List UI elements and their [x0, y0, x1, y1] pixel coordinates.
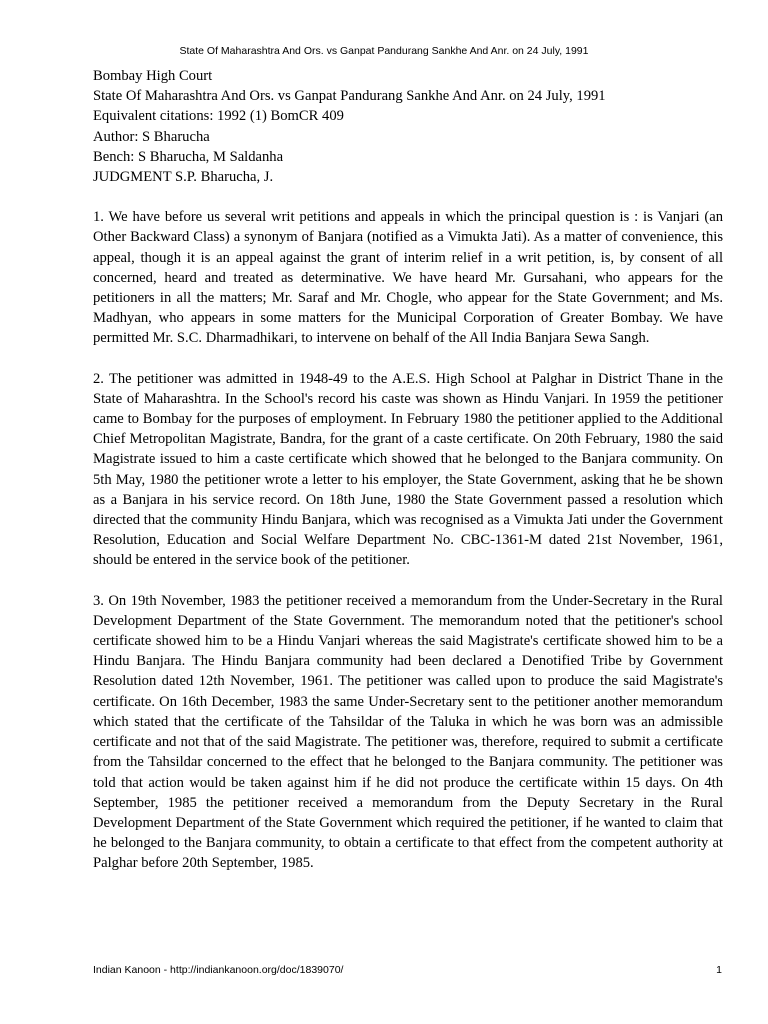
page-number: 1: [716, 964, 722, 976]
case-metadata: [93, 66, 723, 187]
paragraph-1: 1. We have before us several writ petitions and appeals in which the principal question is : is Vanjari (an Other Backward Class) a synonym of Banjara (notified as a Vimukta Jati). As a matter of convenience, this appeal, though it is an appeal against the grant of interim relief in a writ petition, is, by consent of all concerned, heard and treated as determinative. We have heard Mr. Gursahani, who appears for the petitioners in all the matters; Mr. Saraf and Mr. Chogle, who appear for the State Government; and Ms. Madhyan, who appears in some matters for the Municipal Corporation of Greater Bombay. We have permitted Mr. S.C. Dharmadhikari, to intervene on behalf of the All India Banjara Sewa Sangh.: [93, 209, 723, 347]
paragraph-2: 2. The petitioner was admitted in 1948-49 to the A.E.S. High School at Palghar in District Thane in the State of Maharashtra. In the School's record his caste was shown as Hindu Vanjari. In 1959 the petitioner came to Bombay for the purposes of employment. In February 1980 the petitioner applied to the Additional Chief Metropolitan Magistrate, Bandra, for the grant of a caste certificate. On 20th February, 1980 the said Magistrate issued to him a caste certificate which showed that he belonged to the Banjara community. On 5th May, 1980 the petitioner wrote a letter to his employer, the State Government, asking that he be shown as a Banjara in his service record. On 18th June, 1980 the State Government passed a resolution which directed that the community Hindu Banjara, which was recognised as a Vimukta Jati under the Government Resolution, Education and Social Welfare Department No. CBC-1361-M dated 21st November, 1961, should be entered in the service book of the petitioner.: [93, 370, 723, 569]
footer-source-link[interactable]: Indian Kanoon - http://indiankanoon.org/doc/1839070/: [93, 964, 344, 976]
judgment-heading: JUDGMENT S.P. Bharucha, J.: [93, 169, 274, 186]
case-title: State Of Maharashtra And Ors. vs Ganpat Pandurang Sankhe And Anr. on 24 July, 1991: [93, 88, 606, 105]
citations: Equivalent citations: 1992 (1) BomCR 409: [93, 108, 344, 125]
court-name: Bombay High Court: [93, 68, 213, 84]
paragraph-3: 3. On 19th November, 1983 the petitioner received a memorandum from the Under-Secretary in the Rural Development Department of the State Government. The memorandum noted that the petitioner's school certificate showed him to be a Hindu Vanjari whereas the said Magistrate's certificate showed him to be a Hindu Banjara. The Hindu Banjara community had been declared a Denotified Tribe by Government Resolution dated 12th November, 1961. The petitioner was called upon to produce the said Magistrate's certificate. On 16th December, 1983 the same Under-Secretary sent to the petitioner another memorandum which stated that the certificate of the Tahsildar of the Taluka in which he was born was an admissible certificate and not that of the said Magistrate. The petitioner was, therefore, required to submit a certificate from the Tahsildar concerned to the effect that he belonged to the Banjara community. The petitioner was told that action would be taken against him if he did not produce the certificate within 15 days. On 4th September, 1985 the petitioner received a memorandum from the Deputy Secretary in the Rural Development Department of the State Government which required the petitioner, if he wanted to claim that he belonged to the Banjara community, to obtain a certificate to that effect from the competent authority at Palghar before 20th September, 1985.: [93, 592, 723, 872]
bench: Bench: S Bharucha, M Saldanha: [93, 148, 284, 165]
running-header: State Of Maharashtra And Ors. vs Ganpat Pandurang Sankhe And Anr. on 24 July, 1991: [179, 45, 589, 57]
document-body: [93, 66, 723, 894]
author: Author: S Bharucha: [93, 128, 210, 145]
